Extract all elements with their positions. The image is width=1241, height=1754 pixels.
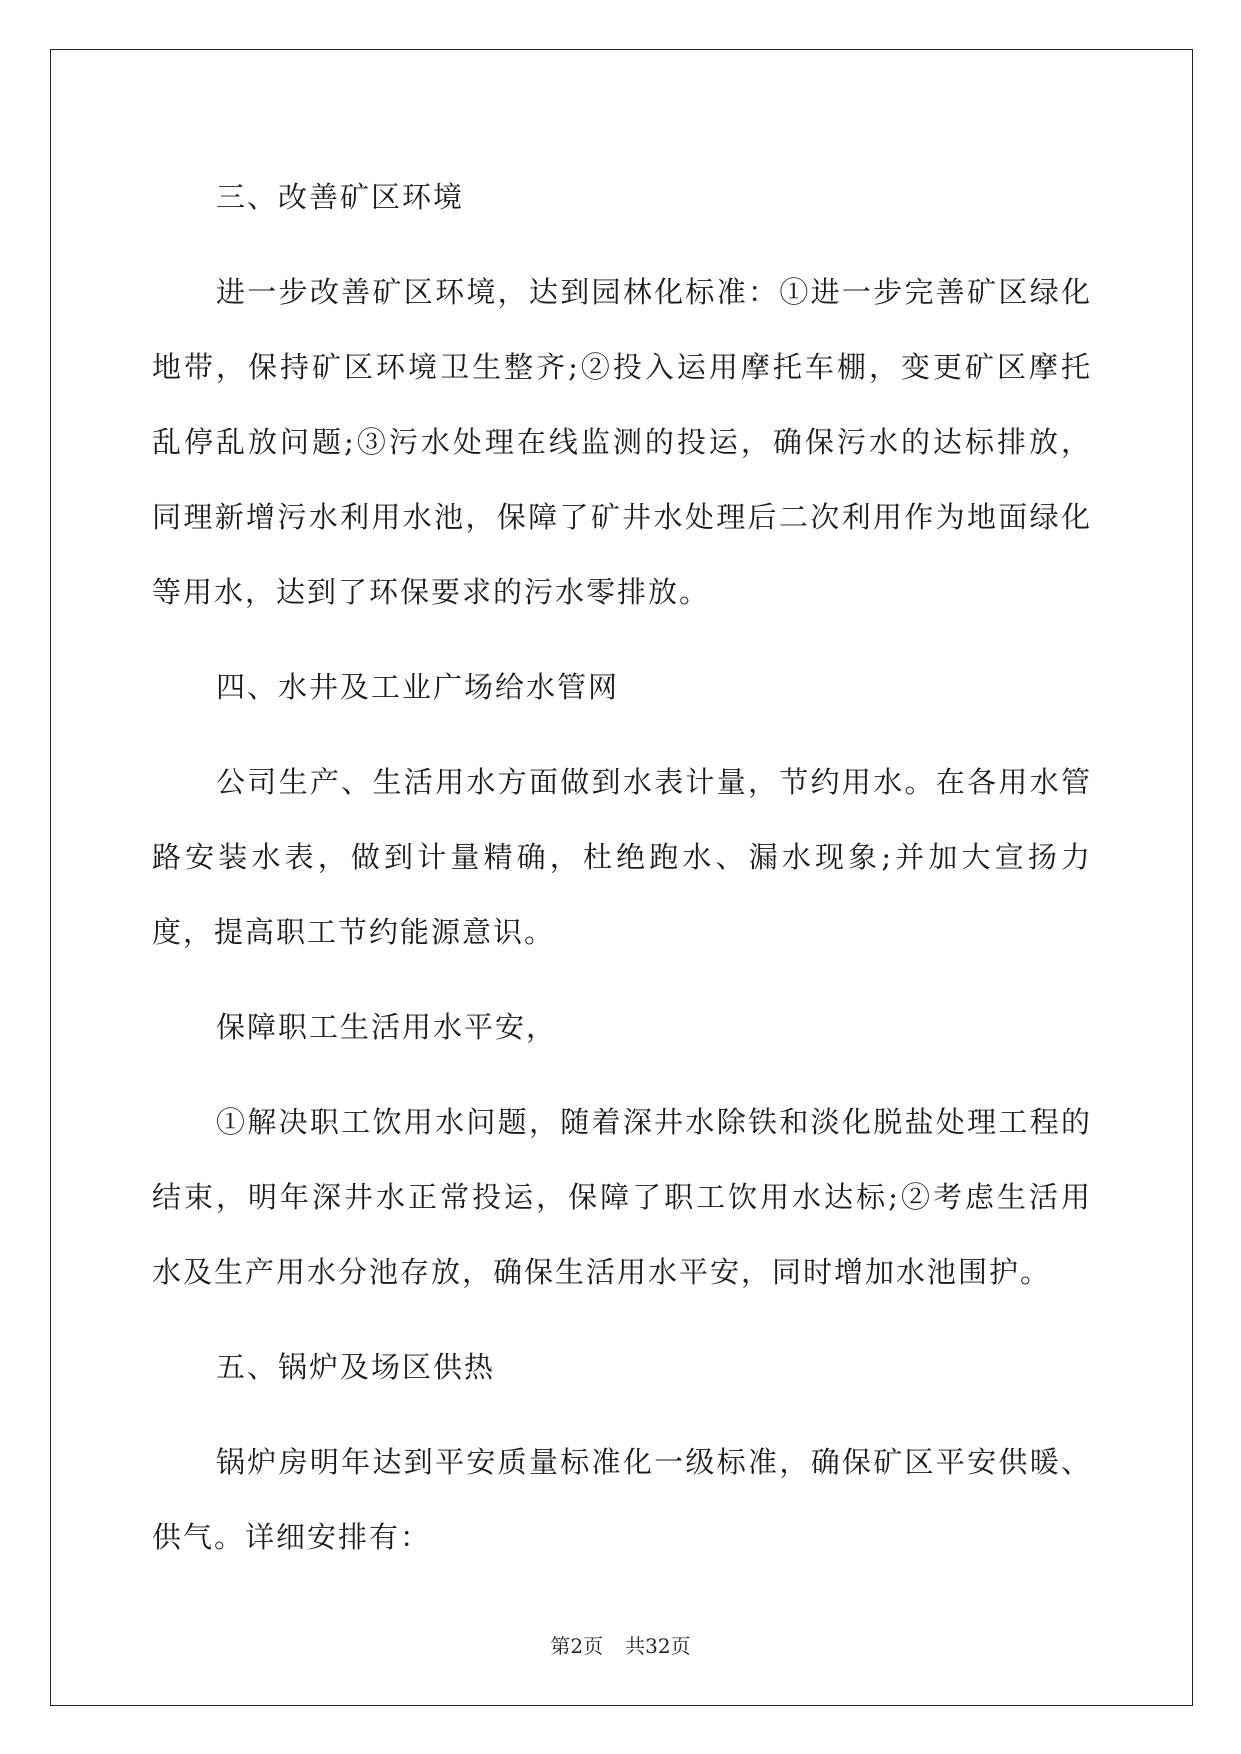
paragraph-drinking-water: ①解决职工饮用水问题，随着深井水除铁和淡化脱盐处理工程的结束，明年深井水正常投运，保障了职工饮用水达标;②考虑生活用水及生产用水分池存放，确保生活用水平安，同时增加水池围护。 xyxy=(152,1105,1092,1289)
paragraph-water-safety: 保障职工生活用水平安， xyxy=(216,1010,558,1044)
paragraph-boiler: 锅炉房明年达到平安质量标准化一级标准，确保矿区平安供暖、供气。详细安排有： xyxy=(152,1445,1092,1554)
document-body xyxy=(152,160,1092,1595)
page-number: 第2页 xyxy=(550,1634,604,1658)
paragraph-water-metering: 公司生产、生活用水方面做到水表计量，节约用水。在各用水管路安装水表，做到计量精确，杜绝跑水、漏水现象;并加大宣扬力度，提高职工节约能源意识。 xyxy=(152,765,1092,949)
section-heading-3: 三、改善矿区环境 xyxy=(216,180,465,214)
page-footer xyxy=(0,1630,1241,1659)
paragraph-environment: 进一步改善矿区环境，达到园林化标准：①进一步完善矿区绿化地带，保持矿区环境卫生整齐;②投入运用摩托车棚，变更矿区摩托乱停乱放问题;③污水处理在线监测的投运，确保污水的达标排放，同理新增污水利用水池，保障了矿井水处理后二次利用作为地面绿化等用水，达到了环保要求的污水零排放。 xyxy=(152,275,1092,609)
section-heading-5: 五、锅炉及场区供热 xyxy=(216,1350,496,1384)
page-total: 共32页 xyxy=(625,1634,691,1658)
section-heading-4: 四、水井及工业广场给水管网 xyxy=(216,670,620,704)
